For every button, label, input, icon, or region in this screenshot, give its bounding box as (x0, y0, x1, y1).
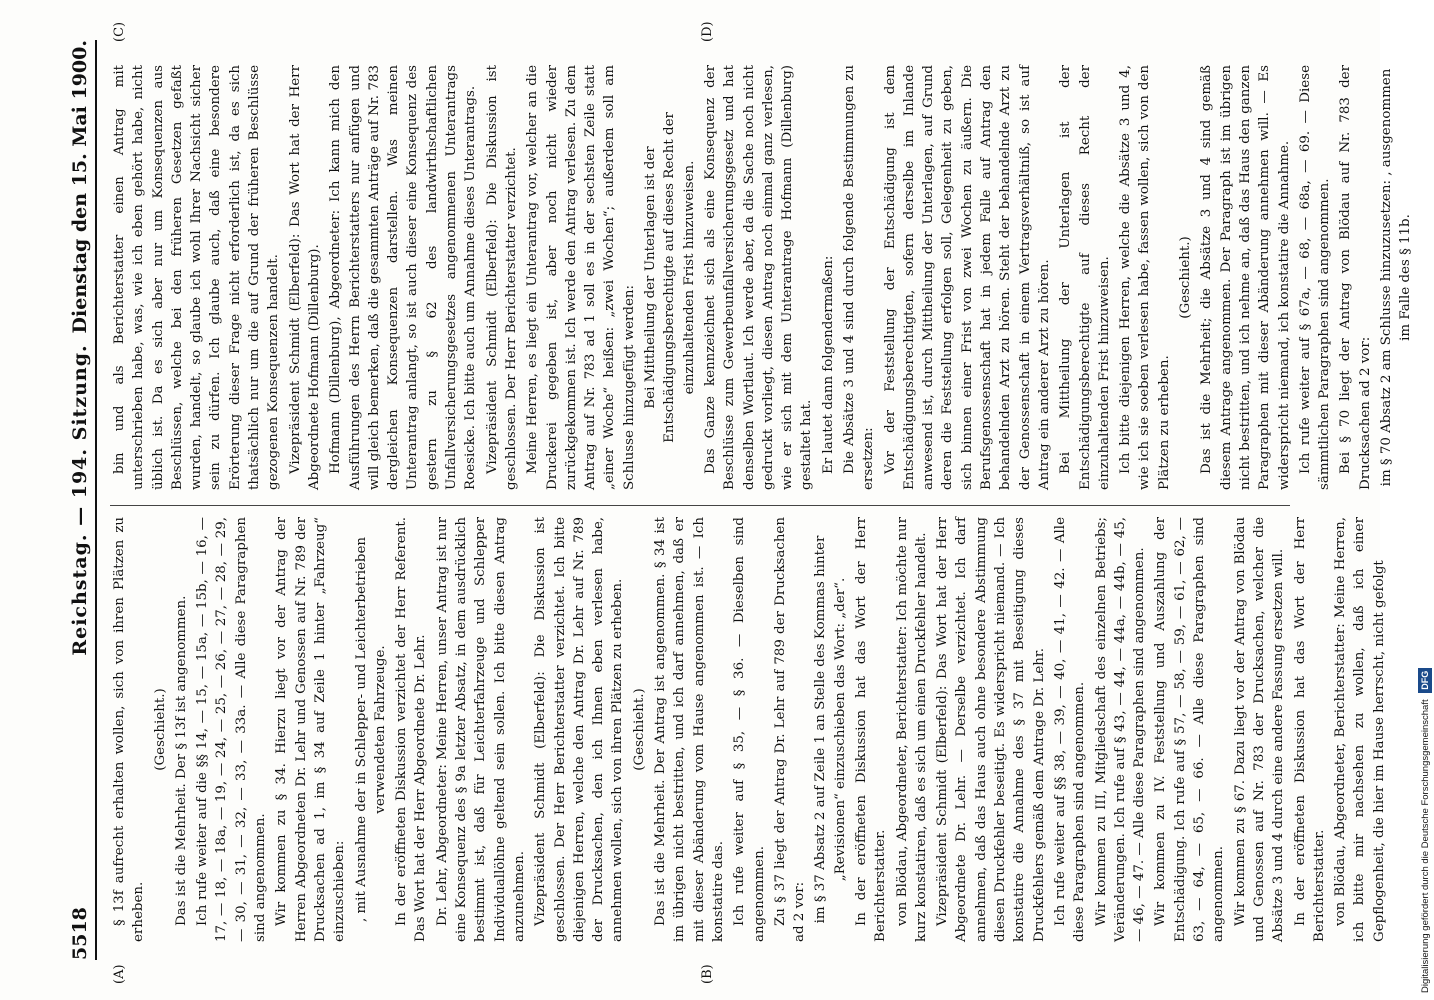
paragraph: (Geschieht.) (1178, 236, 1194, 319)
paragraph: Ich bitte diejenigen Herren, welche die Absätze 3 und 4, wie ich sie soeben verlesen habe, fassen wollen, sich von den Plätzen zu erheben. (1118, 65, 1172, 490)
paragraph: Das ist die Mehrheit; die Absätze 3 und 4 sind gemäß diesem Antrage angenommen. Der Paragraph ist im übrigen nicht bestritten, und ich nehme an, daß das Haus den ganzen Paragraphen mit dieser Abänderung annehmen will. — Es widerspricht niemand, ich konstatire die Annahme. (1199, 65, 1292, 490)
paragraph: Ich rufe weiter auf § 67a, — 68, — 68a, — 69. — Diese sämmtlichen Paragraphen sind angenommen. (1297, 65, 1333, 490)
page-header (55, 40, 97, 960)
paragraph: (Geschieht.) (631, 688, 647, 771)
funding-credit: Digitalisierung gefördert durch die Deutsche Forschungsgemeinschaft (1420, 699, 1431, 993)
digitization-note (1418, 8, 1432, 993)
paragraph: Das ist die Mehrheit. Der § 13f ist angenommen. (173, 595, 189, 926)
paragraph: Wir kommen zu § 67. Dazu liegt vor der Antrag von Blödau und Genossen auf Nr. 783 der Drucksachen, welcher die Absätze 3 und 4 durch eine andere Fassung ersetzen will. (1232, 517, 1287, 942)
paragraph: Wir kommen zu IV. Feststellung und Auszahlung der Entschädigung. Ich rufe auf § 57, — 58, — 59, — 61, — 62, — 63, — 64, — 65, — 66. — Alle diese Paragraphen sind angenommen. (1153, 517, 1227, 942)
paragraph: Bei § 70 liegt der Antrag von Blödau auf Nr. 783 der Drucksachen ad 2 vor: (1338, 65, 1373, 490)
paragraph: Das Ganze kennzeichnet sich als eine Konsequenz der Beschlüsse zum Gewerbeunfallversicherungsgesetz und hat denselben Wortlaut. Ich werde aber, da die Sache noch nicht gedruckt vorliegt, diesen Antrag noch einmal ganz verlesen, wie er sich mit dem Unterantrage Hofmann (Dillenburg) gestaltet hat. (702, 65, 815, 490)
paragraph: bin und als Berichterstatter einen Antrag mit unterschrieben habe, was, wie ich eben gehört habe, nicht üblich ist. Da es sich aber nur um Konsequenzen aus Beschlüssen, welche bei den früheren Gesetzen gefaßt wurden, handelt, so glaube ich wohl Ihrer Nachsicht sicher sein zu dürfen. Ich glaube auch, daß eine besondere Erörterung dieser Frage nicht erforderlich ist, da es sich thatsächlich nur um die auf Grund der früheren Beschlüsse gezogenen Konsequenzen handelt. (112, 65, 282, 490)
paragraph: im § 70 Absatz 2 am Schlusse hinzuzusetzen: , ausgenommen im Falle des § 11b. (1379, 68, 1414, 487)
session-title: Reichstag. — 194. Sitzung. (69, 344, 91, 656)
margin-marker-a: (A) (112, 964, 127, 984)
paragraph: Das ist die Mehrheit. Der Antrag ist angenommen. § 34 ist im übrigen nicht bestritten, und ich darf annehmen, daß er mit dieser Abänderung vom Hause angenommen ist. — Ich konstatire das. (653, 517, 726, 942)
paragraph: Die Absätze 3 und 4 sind durch folgende Bestimmungen zu ersetzen: (841, 65, 877, 490)
paragraph: Vizepräsident Schmidt (Elberfeld): Das Wort hat der Herr Abgeordnete Hofmann (Dillenburg). (287, 65, 322, 490)
paragraph: Vizepräsident Schmidt (Elberfeld): Die Diskussion ist geschlossen. Der Herr Berichterstatter verzichtet. Ich bitte diejenigen Herren, welche den Antrag Dr. Lehr auf Nr. 789 der Drucksachen, den ich Ihnen eben verlesen habe, annehmen wollen, sich von ihren Plätzen zu erheben. (533, 517, 626, 942)
paragraph: Bei Mittheilung der Unterlagen ist der Entschädigungsberechtigte auf dieses Recht der einzuhaltenden Frist hinzuweisen. (1058, 65, 1112, 490)
paragraph: Ich rufe weiter auf § 35, — § 36. — Dieselben sind angenommen. (732, 517, 767, 942)
right-column (110, 65, 1414, 490)
paragraph: im § 37 Absatz 2 auf Zeile 1 an Stelle des Kommas hinter „Revisionen“ einzuschieben das Wort: „der“. (813, 535, 848, 924)
margin-marker-b: (B) (700, 964, 715, 984)
paragraph: Er lautet dann folgendermaßen: (820, 255, 836, 474)
paragraph: In der eröffneten Diskussion hat das Wort der Herr Berichterstatter. (1292, 517, 1327, 942)
paragraph: Meine Herren, es liegt ein Unterantrag vor, welcher an die Druckerei gegeben ist, aber noch nicht wieder zurückgekommen ist. Ich werde den Antrag verlesen. Zu dem Antrag auf Nr. 783 ad 1 soll es in der sechsten Zeile statt „einer Woche“ heißen: „zwei Wochen“; außerdem soll am Schlusse hinzugefügt werden: (525, 65, 637, 490)
paragraph: Vizepräsident Schmidt (Elberfeld): Die Diskussion ist geschlossen. Der Herr Berichterstatter verzichtet. (484, 65, 519, 490)
margin-marker-c: (C) (112, 21, 127, 42)
session-date: Dienstag den 15. Mai 1900. (69, 40, 91, 334)
paragraph: Vizepräsident Schmidt (Elberfeld): Das Wort hat der Herr Abgeordnete Dr. Lehr. — Derselbe verzichtet. Ich darf annehmen, daß das Haus auch ohne besondere Abstimmung diesen Druckfehler beseitigt. Es widerspricht niemand. — Ich konstatire die Annahme des § 37 mit Beseitigung dieses Druckfehlers gemäß dem Antrage Dr. Lehr. (935, 517, 1047, 942)
paragraph: von Blödau, Abgeordneter, Berichterstatter: Ich möchte nur kurz konstatiren, daß es sich um einen Druckfehler handelt. (894, 517, 929, 942)
paragraph: Zu § 37 liegt der Antrag Dr. Lehr auf 789 der Drucksachen ad 2 vor: (772, 517, 808, 942)
margin-marker-d: (D) (700, 21, 715, 42)
paragraph: , mit Ausnahme der in Schlepper- und Leichterbetrieben verwendeten Fahrzeuge. (353, 536, 388, 923)
paragraph: § 13f aufrecht erhalten wollen, sich von ihren Plätzen zu erheben. (112, 517, 147, 942)
paragraph: Dr. Lehr, Abgeordneter: Meine Herren, unser Antrag ist nur eine Konsequenz des § 9a letzter Absatz, in dem ausdrücklich bestimmt ist, daß für Leichterfahrzeuge und Schlepper Individuallöhne geltend sein sollen. Ich bitte diesen Antrag anzunehmen. (434, 517, 527, 942)
paragraph: Hofmann (Dillenburg), Abgeordneter: Ich kann mich den Ausführungen des Herrn Berichterstatters nur anfügen und will gleich bemerken, daß die gesammten Anträge auf Nr. 783 dergleichen Konsequenzen darstellen. Was meinen Unterantrag anlangt, so ist auch dieser eine Konsequenz des gestern zu § 62 des landwirthschaftlichen Unfallversicherungsgesetzes angenommenen Unterantrags Roesicke. Ich bitte auch um Annahme dieses Unterantrags. (328, 65, 479, 490)
page-number: 5518 (69, 907, 91, 960)
paragraph: Wir kommen zu § 34. Hierzu liegt vor der Antrag der Herren Abgeordneten Dr. Lehr und Genossen auf Nr. 789 der Drucksachen ad 1, im § 34 auf Zeile 1 hinter „Fahrzeug“ einzuschieben: (274, 517, 348, 942)
paragraph: (Geschieht.) (152, 688, 168, 771)
column-divider (110, 505, 1290, 506)
paragraph: Ich rufe weiter auf §§ 38, — 39, — 40, — 41, — 42. — Alle diese Paragraphen sind angenommen. (1052, 517, 1088, 942)
paragraph: Wir kommen zu III, Mitgliedschaft des einzelnen Betriebs; Veränderungen. Ich rufe auf § 43, — 44, — 44a, — 44b, — 45, — 46, — 47. — Alle diese Paragraphen sind angenommen. (1093, 517, 1148, 942)
left-column (110, 517, 1387, 942)
paragraph: Vor der Feststellung der Entschädigung ist dem Entschädigungsberechtigten, sofern derselbe im Inlande anwesend ist, durch Mittheilung der Unterlagen, auf Grund deren die Feststellung erfolgen soll, Gelegenheit zu geben, sich binnen einer Frist von zwei Wochen zu äußern. Die Berufsgenossenschaft hat in jedem Falle auf Antrag den behandelnden Arzt zu hören. Steht der behandelnde Arzt zu der Genossenschaft in einem Vertragsverhältniß, so ist auf Antrag ein anderer Arzt zu hören. (882, 65, 1052, 490)
dfg-logo: DFG (1418, 668, 1432, 693)
paragraph: Bei Mittheilung der Unterlagen ist der Entschädigungsberechtigte auf dieses Recht der einzuhaltenden Frist hinzuweisen. (643, 112, 697, 443)
paragraph: In der eröffneten Diskussion verzichtet der Herr Referent. Das Wort hat der Herr Abgeordnete Dr. Lehr. (394, 517, 429, 942)
paragraph: von Blödau, Abgeordneter, Berichterstatter: Meine Herren, ich bitte mir nachsehen zu wollen, daß ich einer Gepflogenheit, die hier im Hause herrscht, nicht gefolgt (1333, 517, 1387, 942)
paragraph: In der eröffneten Diskussion hat das Wort der Herr Berichterstatter. (853, 517, 889, 942)
paragraph: Ich rufe weiter auf die §§ 14, — 15, — 15a, — 15b, — 16, — 17, — 18, — 18a, — 19, — 24, — 25, — 26, — 27, — 28, — 29, — 30, — 31, — 32, — 33, — 33a. — Alle diese Paragraphen sind angenommen. (195, 517, 269, 942)
